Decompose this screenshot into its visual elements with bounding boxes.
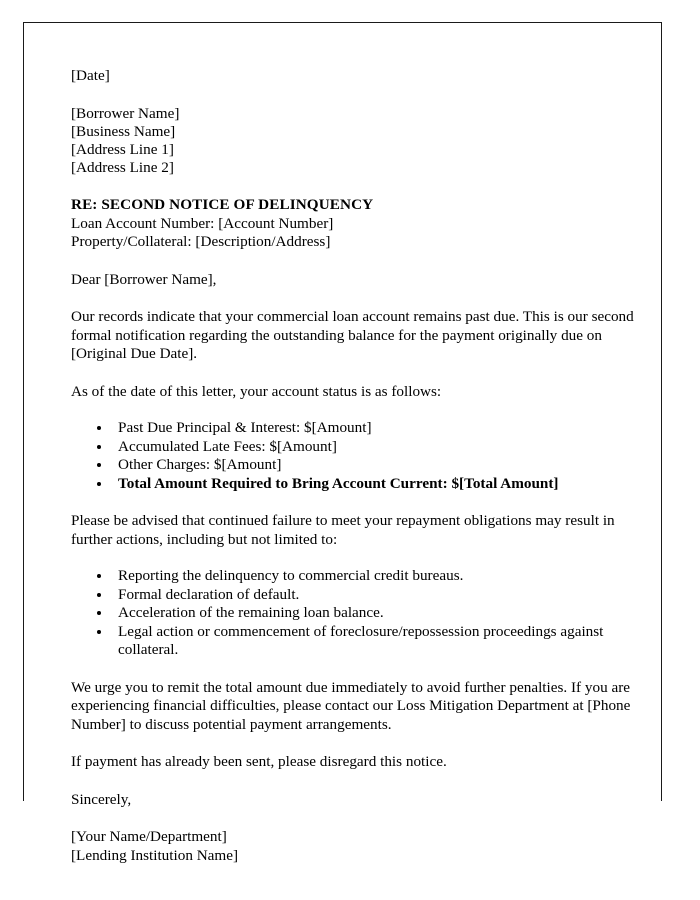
paragraph-account-status-intro: As of the date of this letter, your account status is as follows: xyxy=(71,382,442,400)
spacer xyxy=(71,772,651,791)
spacer xyxy=(71,86,651,105)
property-collateral: Property/Collateral: [Description/Address] xyxy=(71,233,331,251)
paragraph-disregard-notice: If payment has already been sent, please disregard this notice. xyxy=(71,753,447,771)
signature-name-department: [Your Name/Department] xyxy=(71,828,227,846)
spacer xyxy=(71,493,651,512)
recipient-business-name: [Business Name] xyxy=(71,122,176,140)
spacer xyxy=(71,364,651,383)
list-item: • Acceleration of the remaining loan balance. xyxy=(112,604,651,623)
spacer xyxy=(71,734,651,753)
spacer xyxy=(71,549,651,567)
recipient-address-block xyxy=(71,105,651,178)
loan-account-number: Loan Account Number: [Account Number] xyxy=(71,214,334,232)
spacer xyxy=(71,809,651,828)
list-item: • Reporting the delinquency to commercial credit bureaus. xyxy=(112,567,651,586)
paragraph-remit-request: We urge you to remit the total amount due immediately to avoid further penalties. If you are experiencing financial difficulties, please contact our Loss Mitigation Department at [Phone Number] to discuss potential payment arrangements. xyxy=(71,678,631,733)
recipient-address-line-1: [Address Line 1] xyxy=(71,140,174,158)
signature-block xyxy=(71,828,651,864)
spacer xyxy=(71,401,651,419)
salutation: Dear [Borrower Name], xyxy=(71,270,217,288)
paragraph-opening: Our records indicate that your commercial loan account remains past due. This is our second formal notification regarding the outstanding balance for the payment originally due on [Original Due Date]. xyxy=(71,308,634,363)
subject-block xyxy=(71,196,651,252)
list-item: • Other Charges: $[Amount] xyxy=(112,456,651,475)
list-item: • Accumulated Late Fees: $[Amount] xyxy=(112,438,651,457)
spacer xyxy=(71,177,651,196)
paragraph-consequences-intro: Please be advised that continued failure to meet your repayment obligations may result in further actions, including but not limited to: xyxy=(71,512,615,548)
spacer xyxy=(71,660,651,679)
consequences-list xyxy=(71,567,651,660)
letter-body xyxy=(71,67,651,865)
recipient-address-line-2: [Address Line 2] xyxy=(71,159,174,177)
closing-salutation: Sincerely, xyxy=(71,790,132,808)
list-item: • Formal declaration of default. xyxy=(112,586,651,605)
spacer xyxy=(71,289,651,308)
signature-institution: [Lending Institution Name] xyxy=(71,846,239,864)
document-page-frame xyxy=(23,22,662,864)
list-item: • Legal action or commencement of foreclosure/repossession proceedings against collateral. xyxy=(112,623,651,660)
recipient-borrower-name: [Borrower Name] xyxy=(71,104,180,122)
list-item-total-amount: • Total Amount Required to Bring Account Current: $[Total Amount] xyxy=(112,475,651,494)
subject-heading: RE: SECOND NOTICE OF DELINQUENCY xyxy=(71,196,374,214)
letter-date: [Date] xyxy=(71,67,110,84)
spacer xyxy=(71,252,651,271)
account-status-list xyxy=(71,419,651,493)
list-item: • Past Due Principal & Interest: $[Amount] xyxy=(112,419,651,438)
